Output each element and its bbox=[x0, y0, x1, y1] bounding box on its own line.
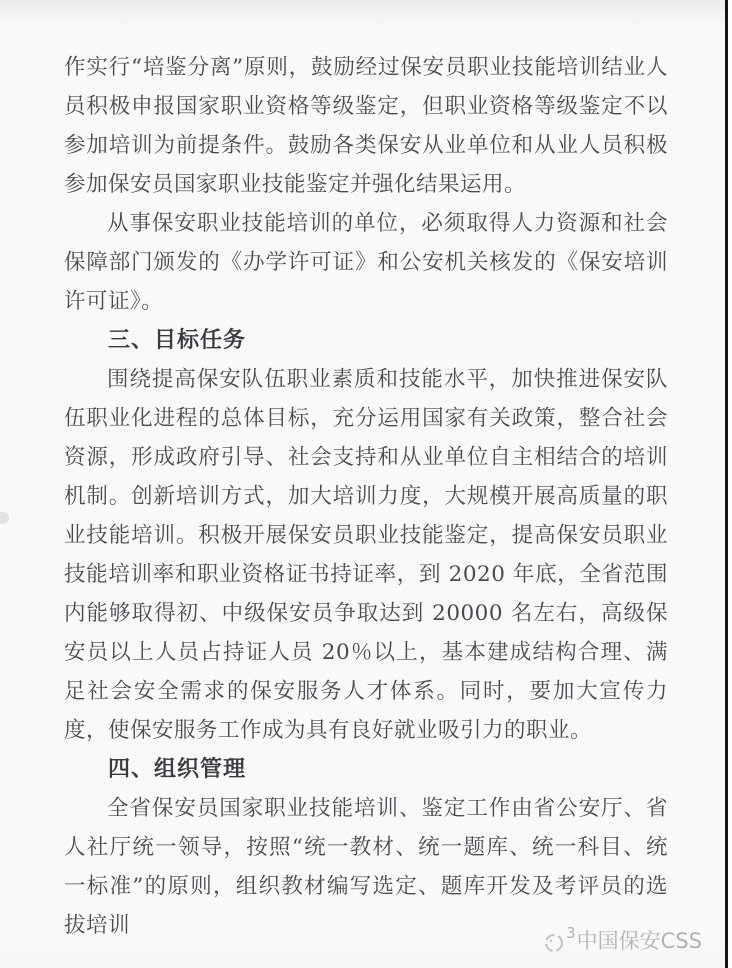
scan-top-shade bbox=[0, 0, 732, 26]
document-body bbox=[64, 48, 668, 945]
watermark-text: 中国保安CSS bbox=[576, 929, 702, 953]
watermark-logo-icon bbox=[543, 932, 565, 954]
paragraph-goals-tasks-body: 围绕提高保安队伍职业素质和技能水平，加快推进保安队伍职业化进程的总体目标，充分运用国家有关政策，整合社会资源，形成政府引导、社会支持和从业单位自主相结合的培训机制。创新培训方式，加大培训力度，大规模开展高质量的职业技能培训。积极开展保安员职业技能鉴定，提高保安员职业技能培训率和职业资格证书持证率，到 2020 年底，全省范围内能够取得初、中级保安员争取达到 20000 名左右，高级保安员以上人员占持证人员 20％以上，基本建成结构合理、满足社会安全需求的保安服务人才体系。同时，要加大宣传力度，使保安服务工作成为具有良好就业吸引力的职业。 bbox=[64, 367, 668, 743]
section-heading-organization-management: 四、组织管理 bbox=[108, 757, 247, 782]
paragraph-organization-management-body: 全省保安员国家职业技能培训、鉴定工作由省公安厅、省人社厅统一领导，按照“统一教材、统一题库、统一科目、统一标准”的原则，组织教材编写选定、题库开发及考评员的选拔培训 bbox=[64, 796, 668, 938]
paragraph-training-assessment-separation: 作实行“培鉴分离”原则，鼓励经过保安员职业技能培训结业人员积极申报国家职业资格等级鉴定，但职业资格等级鉴定不以参加培训为前提条件。鼓励各类保安从业单位和从业人员积极参加保安员国家职业技能鉴定并强化结果运用。 bbox=[64, 55, 668, 197]
section-heading-goals-tasks: 三、目标任务 bbox=[108, 328, 247, 353]
scan-smudge bbox=[0, 512, 9, 524]
scan-edge-line bbox=[725, 0, 728, 968]
watermark bbox=[543, 924, 702, 954]
scan-edge-sliver bbox=[728, 0, 732, 968]
paragraph-training-unit-licenses: 从事保安职业技能培训的单位，必须取得人力资源和社会保障部门颁发的《办学许可证》和公安机关核发的《保安培训许可证》。 bbox=[64, 211, 668, 314]
watermark-superscript: 3 bbox=[566, 924, 576, 942]
